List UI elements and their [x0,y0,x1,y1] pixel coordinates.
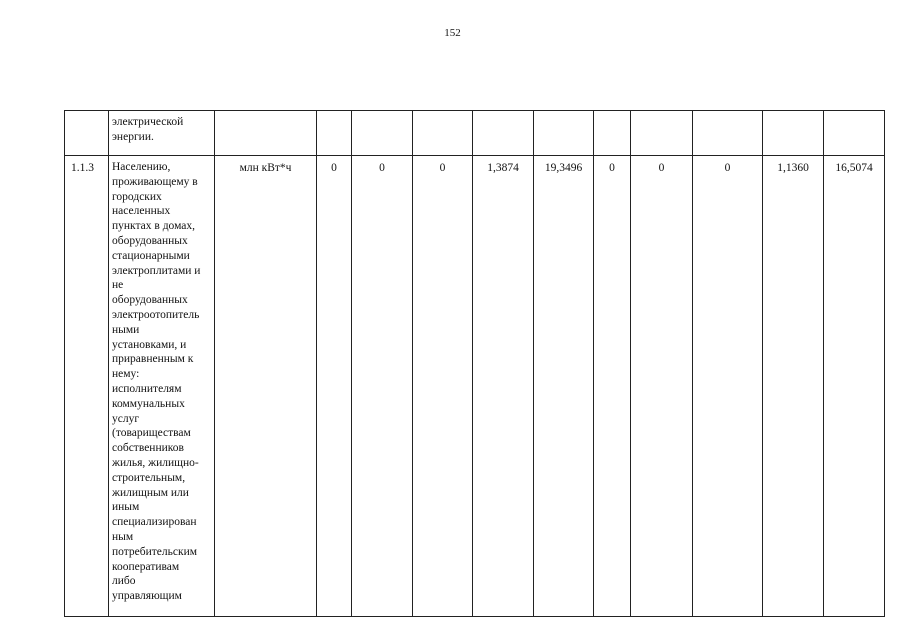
value-cell [352,111,413,156]
row-number-cell [65,111,109,156]
description-line: нему: [112,368,140,381]
page-number: 152 [444,27,461,39]
description-line: проживающему в [112,175,198,188]
description-line: ными [112,323,140,336]
value-cell [824,111,885,156]
description-line: управляющим [112,590,182,603]
description-line: электроотопитель [112,308,200,321]
value-cell: 1,3874 [473,156,534,617]
value-cell: 0 [352,156,413,617]
description-line: установками, и [112,338,187,351]
value-cell [631,111,693,156]
value-cell [534,111,594,156]
description-line: исполнителям [112,382,182,395]
data-table [64,110,885,617]
value-cell: 1,1360 [763,156,824,617]
value-cell: 0 [631,156,693,617]
description-cell [109,111,215,156]
description-line: потребительским [112,545,198,558]
description-cell [109,156,215,617]
description-line: приравненным к [112,353,194,366]
description-line: оборудованных [112,234,188,247]
value-cell: 0 [693,156,763,617]
description-line: энергии. [112,130,154,143]
description-line: стационарными [112,249,190,262]
description-line: электрической [112,116,184,128]
value-cell: 16,5074 [824,156,885,617]
value-cell [473,111,534,156]
description-line: населенных [112,205,171,218]
value-cell: 0 [594,156,631,617]
value-cell [413,111,473,156]
description-line: жилищным или [112,486,189,499]
description-line: специализирован [112,516,197,529]
value-cell: 0 [317,156,352,617]
unit-cell [215,111,317,156]
table-row [65,156,885,617]
description-line: Населению, [112,161,171,173]
description-line: строительным, [112,471,186,484]
description-line: либо [112,575,136,588]
value-cell: 0 [413,156,473,617]
description-line: (товариществам [112,427,191,440]
description-line: оборудованных [112,294,188,307]
description-line: не [112,279,124,292]
description-line: жилья, жилищно- [112,456,199,469]
description-line: электроплитами и [112,264,201,277]
description-line: кооперативам [112,560,180,573]
value-cell [763,111,824,156]
description-line: иным [112,501,140,514]
table-row-continuation [65,111,885,156]
description-line: услуг [112,412,140,425]
description-line: коммунальных [112,397,185,410]
description-line: городских [112,190,162,203]
value-cell [693,111,763,156]
value-cell [594,111,631,156]
value-cell: 19,3496 [534,156,594,617]
unit-cell: млн кВт*ч [215,156,317,617]
description-line: собственников [112,442,184,455]
description-line: ным [112,530,134,543]
value-cell [317,111,352,156]
row-number-cell: 1.1.3 [65,156,109,617]
description-line: пунктах в домах, [112,220,196,233]
